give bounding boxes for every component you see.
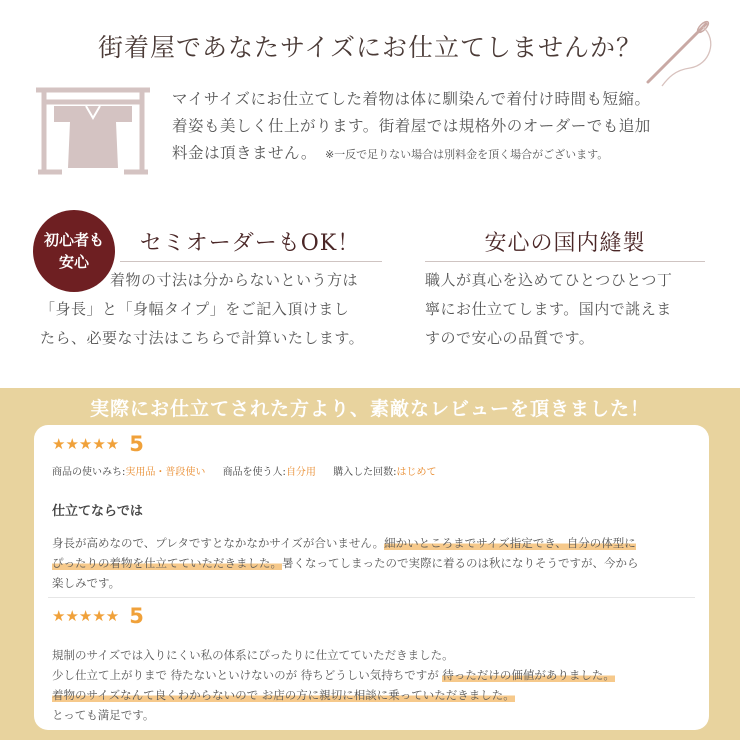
- page-title: 街着屋であなたサイズにお仕立てしませんか？: [97, 33, 642, 62]
- review-1-body-a: 身長が高めなので、プレタですとなかなかサイズが合いません。: [52, 536, 385, 550]
- review-1-usage-label: 商品の使いみち:: [52, 467, 126, 478]
- review-1-stars: ★★★★★: [52, 435, 120, 453]
- review-2-highlight-2: 着物のサイズなんて良くわからないので お店の方に親切に相談に乗っていただきました。: [52, 688, 515, 702]
- review-1-user-value: 自分用: [285, 467, 316, 478]
- review-1-score: 5: [129, 432, 144, 456]
- review-2-stars: ★★★★★: [52, 607, 120, 625]
- intro-note: ※一反で足りない場合は別料金を頂く場合がございます。: [324, 148, 609, 161]
- review-1-highlight-2: ぴったりの着物を仕立てていただきました。: [52, 556, 282, 570]
- review-1-count-label: 購入した回数:: [333, 467, 397, 478]
- review-2: [52, 603, 697, 725]
- review-1-title: 仕立てならでは: [52, 504, 143, 519]
- review-2-highlight-1: 待っただけの価値がありました。: [442, 668, 615, 682]
- kimono-frame-icon: [32, 84, 154, 176]
- review-1-highlight-1: 細かいところまでサイズ指定でき、自分の体型に: [384, 536, 636, 550]
- semi-order-text: [40, 266, 390, 353]
- review-divider: [48, 597, 695, 598]
- intro-line-1: マイサイズにお仕立てした着物は体に馴染んで着付け時間も短縮。: [172, 90, 651, 108]
- domestic-sewing-line-3: すので安心の品質です。: [425, 329, 595, 347]
- semi-order-line-2: 「身長」と「身幅タイプ」をご記入頂けまし: [40, 300, 350, 318]
- intro-text: [172, 86, 712, 168]
- needle-thread-icon: [640, 10, 720, 90]
- review-2-line-2a: 少し仕立て上がりまで 待たないといけないのが 待ちどうしい気持ちですが: [52, 668, 443, 682]
- domestic-sewing-line-2: 寧にお仕立てします。国内で誂えま: [425, 300, 672, 318]
- domestic-sewing-divider: [425, 261, 705, 262]
- review-1-body-b: 暑くなってしまったので実際に着るのは秋になりそうですが、今から: [282, 556, 639, 570]
- semi-order-heading: セミオーダーもOK！: [139, 231, 361, 256]
- review-card: [34, 425, 709, 730]
- review-2-score: 5: [129, 604, 144, 628]
- review-1-count-value: はじめて: [396, 467, 437, 478]
- review-1-meta: [52, 463, 697, 478]
- review-section-title: 実際にお仕立てされた方より、素敵なレビューを頂きました！: [89, 398, 650, 420]
- intro-line-3: 料金は頂きません。: [172, 144, 317, 162]
- badge-line-2: 安心: [58, 253, 89, 271]
- domestic-sewing-line-1: 職人が真心を込めてひとつひとつ丁: [425, 271, 673, 289]
- review-2-body: [52, 645, 697, 725]
- review-1-usage-value: 実用品・普段使い: [125, 467, 206, 478]
- review-1-body-c: 楽しみです。: [52, 576, 121, 590]
- domestic-sewing-heading: 安心の国内縫製: [484, 231, 646, 256]
- review-2-line-1: 規制のサイズでは入りにくい私の体系にぴったりに仕立てていただきました。: [52, 648, 454, 662]
- intro-line-2: 着姿も美しく仕上がります。街着屋では規格外のオーダーでも追加: [172, 117, 651, 135]
- review-1-body: [52, 533, 697, 593]
- semi-order-divider: [120, 261, 382, 262]
- semi-order-line-3: たら、必要な寸法はこちらで計算いたします。: [40, 329, 365, 347]
- domestic-sewing-text: [425, 266, 715, 353]
- review-2-line-4: とっても満足です。: [52, 708, 155, 722]
- review-1: [52, 431, 697, 593]
- semi-order-line-1: 着物の寸法は分からないという方は: [110, 271, 359, 289]
- review-1-user-label: 商品を使う人:: [222, 467, 286, 478]
- badge-line-1: 初心者も: [43, 231, 104, 249]
